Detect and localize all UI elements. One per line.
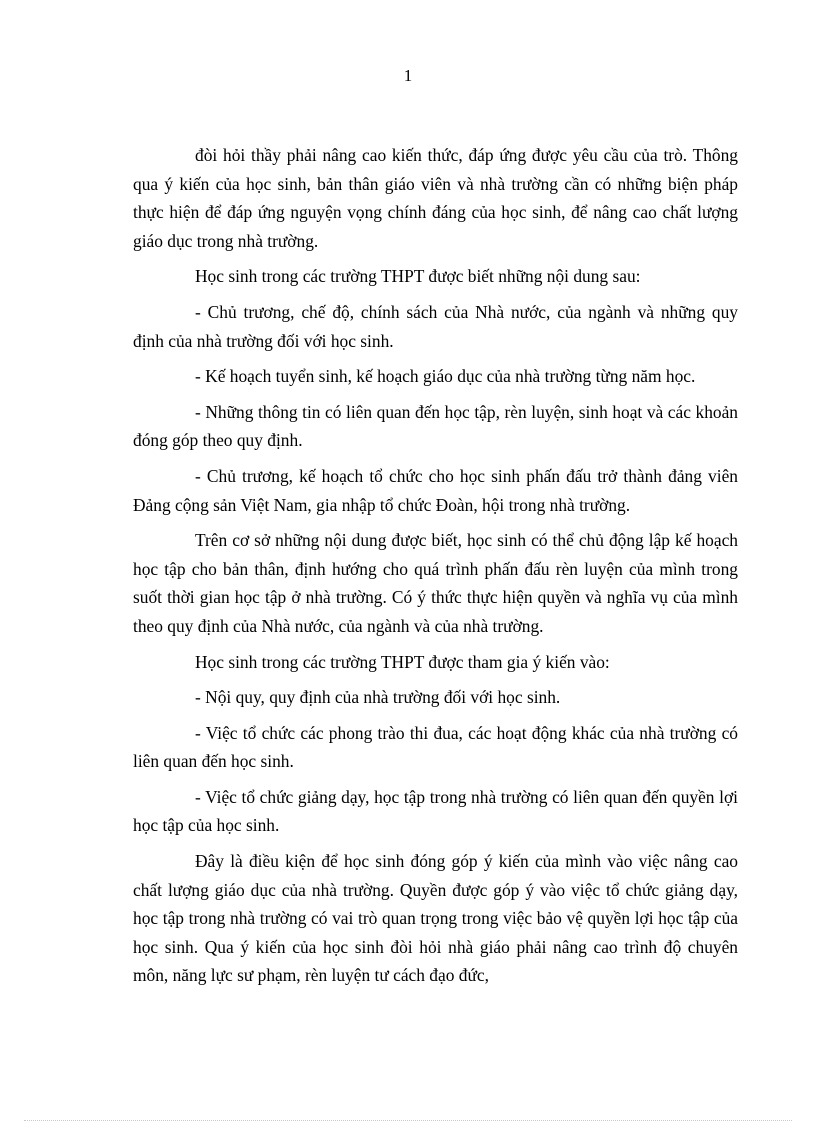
list-item: - Chủ trương, kế hoạch tổ chức cho học sinh phấn đấu trở thành đảng viên Đảng cộng sản Việt Nam, gia nhập tổ chức Đoàn, hội trong nhà trường. [133, 465, 738, 515]
paragraph: Đây là điều kiện để học sinh đóng góp ý kiến của mình vào việc nâng cao chất lượng giáo dục của nhà trường. Quyền được góp ý vào việc tổ chức giảng dạy, học tập trong nhà trường có vai trò quan trọng trong việc bảo vệ quyền lợi học tập của học sinh. Qua ý kiến của học sinh đòi hỏi nhà giáo phải nâng cao trình độ chuyên môn, năng lực sư phạm, rèn luyện tư cách đạo đức, [133, 851, 738, 986]
page-number: 1 [403, 66, 413, 85]
paragraph: đòi hỏi thầy phải nâng cao kiến thức, đáp ứng được yêu cầu của trò. Thông qua ý kiến của học sinh, bản thân giáo viên và nhà trường cần có những biện pháp thực hiện để đáp ứng nguyện vọng chính đáng của học sinh, để nâng cao chất lượng giáo dục trong nhà trường. [133, 145, 738, 251]
list-item: - Kế hoạch tuyển sinh, kế hoạch giáo dục của nhà trường từng năm học. [195, 366, 696, 387]
document-body [133, 141, 738, 997]
list-item: - Những thông tin có liên quan đến học tập, rèn luyện, sinh hoạt và các khoản đóng góp theo quy định. [133, 401, 738, 451]
list-item: - Việc tổ chức giảng dạy, học tập trong nhà trường có liên quan đến quyền lợi học tập của học sinh. [133, 786, 738, 836]
paragraph: Trên cơ sở những nội dung được biết, học sinh có thể chủ động lập kế hoạch học tập cho bản thân, định hướng cho quá trình phấn đấu rèn luyện của mình trong suốt thời gian học tập ở nhà trường. Có ý thức thực hiện quyền và nghĩa vụ của mình theo quy định của Nhà nước, của ngành và của nhà trường. [133, 530, 738, 636]
paragraph: Học sinh trong các trường THPT được tham gia ý kiến vào: [195, 651, 610, 672]
page-bottom-divider [24, 1120, 792, 1121]
list-item: - Chủ trương, chế độ, chính sách của Nhà nước, của ngành và những quy định của nhà trường đối với học sinh. [133, 301, 738, 351]
paragraph: Học sinh trong các trường THPT được biết những nội dung sau: [195, 266, 641, 287]
list-item: - Việc tổ chức các phong trào thi đua, các hoạt động khác của nhà trường có liên quan đến học sinh. [133, 722, 738, 772]
list-item: - Nội quy, quy định của nhà trường đối với học sinh. [195, 687, 561, 708]
